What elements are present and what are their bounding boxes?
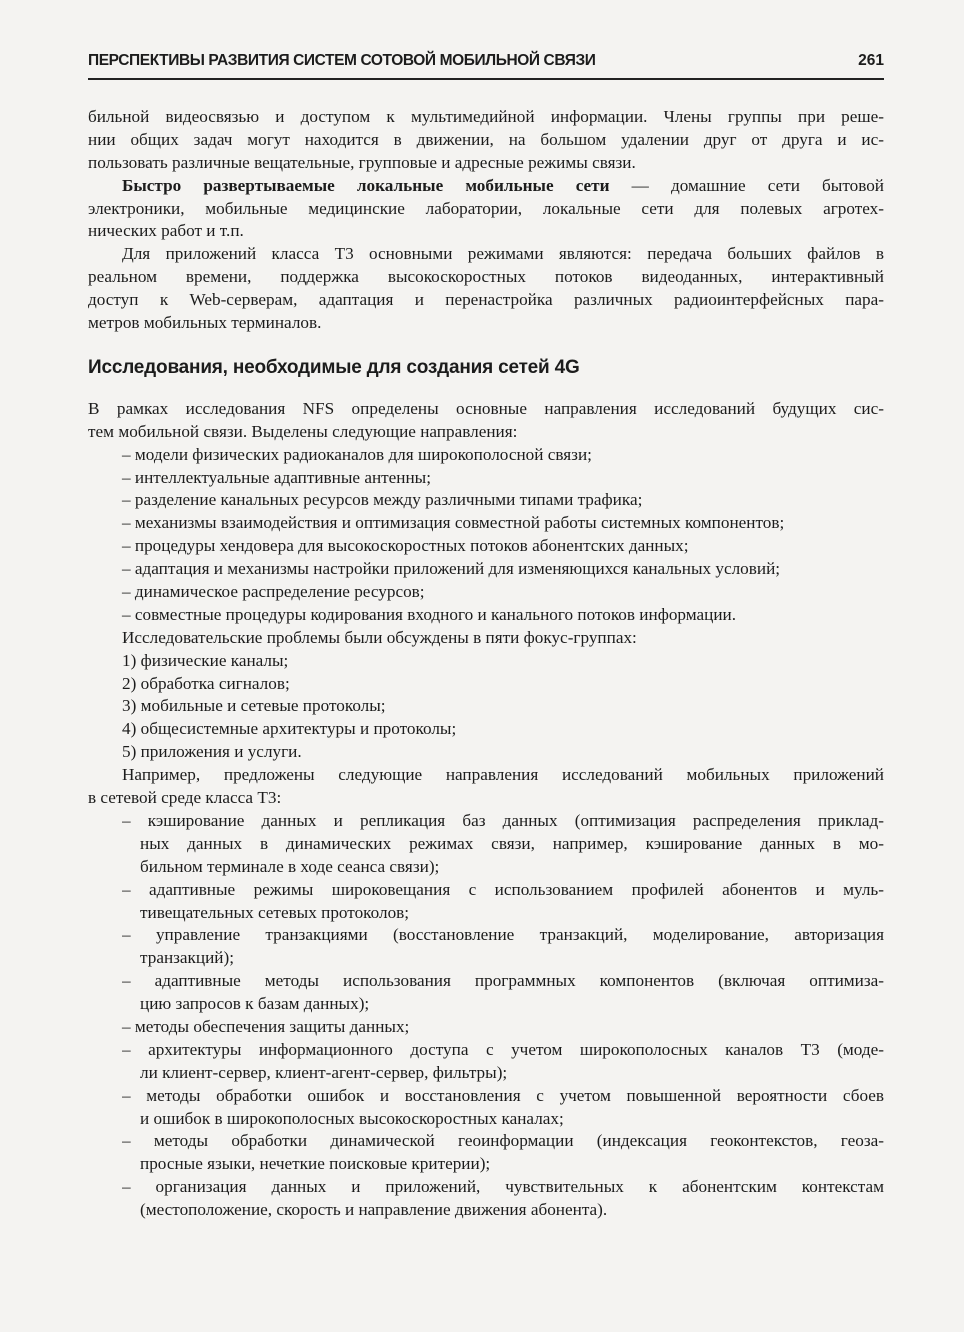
text-line-content [88, 129, 884, 152]
text-line [88, 1062, 884, 1085]
text-line [88, 198, 884, 221]
text-line [88, 489, 884, 512]
text-line-content [122, 741, 302, 764]
text-run: 3) мобильные и сетевые протоколы; [122, 696, 386, 716]
text-line [88, 266, 884, 289]
text-line-content [140, 1199, 607, 1222]
text-line [88, 718, 884, 741]
section-heading-text: Исследования, необходимые для создания сетей 4G [88, 356, 580, 378]
text-run: электроники, мобильные медицинские лаборатории, локальные сети для полевых агротех- [88, 198, 884, 218]
text-run: – механизмы взаимодействия и оптимизация совместной работы системных компонентов; [122, 513, 785, 533]
text-run: – адаптивные режимы широковещания с использованием профилей абонентов и муль- [122, 879, 884, 899]
text-line-content [140, 1062, 507, 1085]
text-run: – организация данных и приложений, чувствительных к абонентским контекстам [122, 1177, 884, 1197]
text-line [88, 398, 884, 421]
text-line [88, 673, 884, 696]
text-run: нии общих задач могут находится в движении, на большом удалении друг от друга и ис- [88, 129, 884, 149]
text-line [88, 1130, 884, 1153]
text-line [88, 243, 884, 266]
text-line [88, 1108, 884, 1131]
text-run: 1) физические каналы; [122, 650, 289, 670]
text-run: — домашние сети бытовой [609, 175, 884, 195]
text-run: Для приложений класса Т3 основными режимами являются: передача больших файлов в [122, 244, 884, 264]
text-line-content [140, 833, 884, 856]
text-run: в сетевой среде класса Т3: [88, 788, 282, 808]
page-number: 261 [858, 52, 884, 69]
text-line-content [122, 175, 884, 198]
header-rule [88, 78, 884, 80]
text-run: 4) общесистемные архитектуры и протоколы; [122, 719, 457, 739]
text-line [88, 993, 884, 1016]
text-line-content [122, 535, 689, 558]
text-run: тивещательных сетевых протоколов; [140, 902, 410, 922]
text-line [88, 947, 884, 970]
text-line-content [122, 489, 642, 512]
text-line-content [88, 220, 244, 243]
text-run: доступ к Web-серверам, адаптация и перенастройка различных радиоинтерфейсных пара- [88, 290, 884, 310]
text-run: 5) приложения и услуги. [122, 742, 302, 762]
text-line-content [122, 810, 884, 833]
text-line [88, 1153, 884, 1176]
text-line-content [122, 558, 780, 581]
text-line [88, 764, 884, 787]
text-line [88, 444, 884, 467]
text-line-content [122, 764, 884, 787]
text-line-content [88, 289, 884, 312]
text-line-content [88, 398, 884, 421]
text-run: – динамическое распределение ресурсов; [122, 582, 425, 602]
text-line-content [88, 106, 884, 129]
text-line-content [88, 266, 884, 289]
text-run: метров мобильных терминалов. [88, 313, 322, 333]
text-run: – адаптивные методы использования программных компонентов (включая оптимиза- [122, 971, 884, 991]
text-line-content [140, 947, 234, 970]
text-line-content [122, 512, 784, 535]
text-run: – совместные процедуры кодирования входного и канального потоков информации. [122, 604, 737, 624]
text-line-content [122, 695, 386, 718]
text-line [88, 467, 884, 490]
text-line-content [122, 467, 431, 490]
text-run: – управление транзакциями (восстановление транзакций, моделирование, авторизация [122, 925, 884, 945]
text-line [88, 175, 884, 198]
text-run: – интеллектуальные адаптивные антенны; [122, 467, 432, 487]
text-line [88, 627, 884, 650]
text-line [88, 695, 884, 718]
bold-term: Быстро развертываемые локальные мобильные сети [122, 175, 610, 195]
text-line-content [122, 1085, 884, 1108]
text-line [88, 902, 884, 925]
text-run: В рамках исследования NFS определены основные направления исследований будущих сис- [88, 398, 884, 418]
text-run: – методы обеспечения защиты данных; [122, 1016, 410, 1036]
text-run: – архитектуры информационного доступа с учетом широкополосных каналов Т3 (моде- [122, 1039, 884, 1059]
text-line-content [88, 312, 321, 335]
text-line-content [122, 581, 425, 604]
text-line [88, 106, 884, 129]
text-run: ных данных в динамических режимах связи, например, кэширование данных в мо- [140, 833, 884, 853]
text-line-content [122, 970, 884, 993]
text-line [88, 312, 884, 335]
text-run: 2) обработка сигналов; [122, 673, 290, 693]
text-line-content [122, 1016, 409, 1039]
text-run: ли клиент-сервер, клиент-агент-сервер, фильтры); [140, 1062, 508, 1082]
text-line-content [122, 879, 884, 902]
text-run: Например, предложены следующие направления исследований мобильных приложений [122, 765, 884, 785]
text-line-content [122, 1176, 884, 1199]
text-line-content [122, 243, 884, 266]
running-header [88, 50, 884, 76]
text-line-content [122, 924, 884, 947]
text-line-content [140, 902, 409, 925]
text-run: пользовать различные вещательные, групповые и адресные режимы связи. [88, 152, 636, 172]
text-line-content [88, 787, 281, 810]
text-line-content [122, 444, 592, 467]
text-line-content [122, 650, 288, 673]
page-body [88, 106, 884, 1222]
text-line [88, 220, 884, 243]
text-run: – методы обработки динамической геоинформации (индексация геоконтекстов, геоза- [122, 1131, 884, 1151]
text-line-content [122, 718, 456, 741]
text-line-content [122, 1039, 884, 1062]
text-line [88, 970, 884, 993]
text-line [88, 512, 884, 535]
text-line [88, 581, 884, 604]
text-line [88, 879, 884, 902]
text-run: бильном терминале в ходе сеанса связи); [140, 856, 440, 876]
text-line-content [122, 1130, 884, 1153]
text-line [88, 1016, 884, 1039]
text-run: – модели физических радиоканалов для широкополосной связи; [122, 444, 592, 464]
text-run: транзакций); [140, 948, 235, 968]
text-line-content [122, 673, 290, 696]
text-line-content [88, 198, 884, 221]
text-line [88, 1176, 884, 1199]
text-line-content [88, 152, 636, 175]
text-line [88, 924, 884, 947]
text-line [88, 535, 884, 558]
text-line-content [140, 856, 439, 879]
text-line [88, 558, 884, 581]
text-line [88, 741, 884, 764]
text-run: – процедуры хендовера для высокоскоростных потоков абонентских данных; [122, 536, 689, 556]
text-line-content [140, 993, 369, 1016]
text-line [88, 289, 884, 312]
text-line [88, 810, 884, 833]
text-line [88, 856, 884, 879]
text-run: – методы обработки ошибок и восстановления с учетом повышенной вероятности сбоев [122, 1085, 884, 1105]
text-line-content [140, 1153, 490, 1176]
text-run: и ошибок в широкополосных высокоскоростных каналах; [140, 1108, 564, 1128]
text-run: реальном времени, поддержка высокоскоростных потоков видеоданных, интерактивный [88, 267, 884, 287]
text-run: (местоположение, скорость и направление движения абонента). [140, 1200, 608, 1220]
text-run: – кэширование данных и репликация баз данных (оптимизация распределения приклад- [122, 810, 884, 830]
text-run: – адаптация и механизмы настройки приложений для изменяющихся канальных условий; [122, 559, 781, 579]
text-line [88, 650, 884, 673]
text-run: Исследовательские проблемы были обсуждены в пяти фокус-группах: [122, 627, 637, 647]
text-line [88, 1039, 884, 1062]
text-line [88, 1085, 884, 1108]
text-line-content [122, 604, 736, 627]
text-line [88, 129, 884, 152]
text-line [88, 833, 884, 856]
text-run: бильной видеосвязью и доступом к мультимедийной информации. Члены группы при реше- [88, 107, 884, 126]
text-line [88, 152, 884, 175]
section-heading [88, 335, 884, 398]
text-run: просные языки, нечеткие поисковые критерии); [140, 1154, 491, 1174]
text-line-content [140, 1108, 564, 1131]
text-run: тем мобильной связи. Выделены следующие направления: [88, 421, 518, 441]
text-run: цию запросов к базам данных); [140, 994, 370, 1014]
text-run: нических работ и т.п. [88, 221, 244, 241]
text-line [88, 787, 884, 810]
text-line [88, 604, 884, 627]
text-line-content [88, 421, 517, 444]
text-line [88, 421, 884, 444]
running-header-title: ПЕРСПЕКТИВЫ РАЗВИТИЯ СИСТЕМ СОТОВОЙ МОБИЛЬНОЙ СВЯЗИ [88, 52, 596, 69]
text-line [88, 1199, 884, 1222]
text-line-content [122, 627, 637, 650]
text-run: – разделение канальных ресурсов между различными типами трафика; [122, 490, 643, 510]
